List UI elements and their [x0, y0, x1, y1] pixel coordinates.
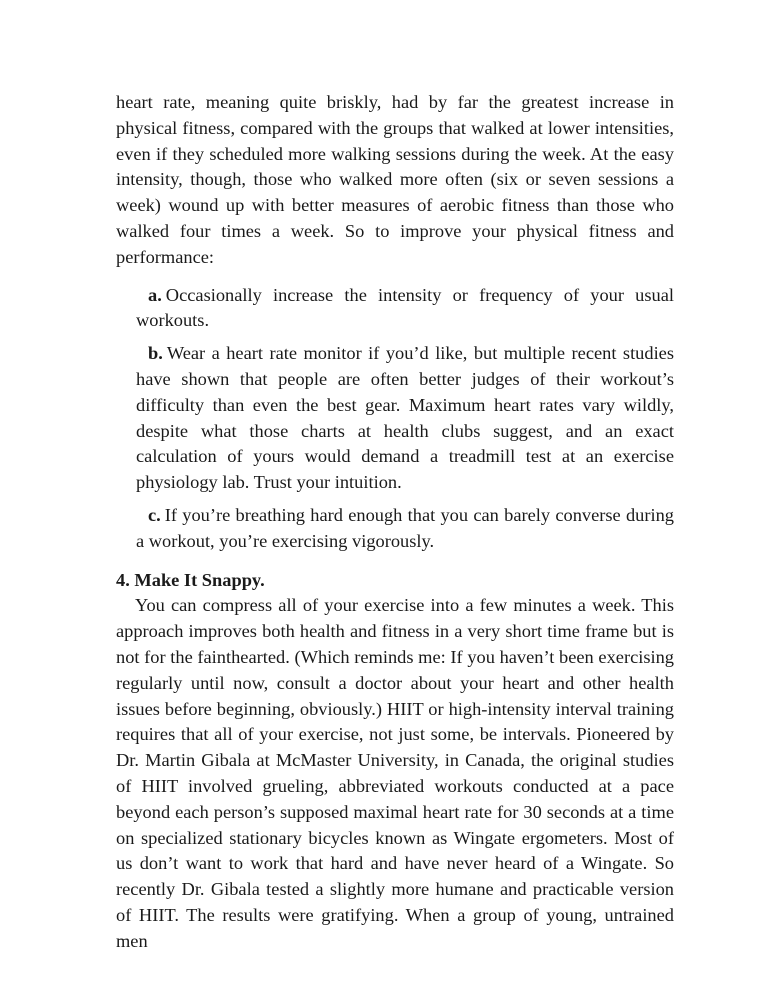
- recommendation-list: [116, 283, 674, 555]
- list-item-b: [136, 341, 674, 496]
- list-item-c: [136, 503, 674, 555]
- list-item-text: Occasionally increase the intensity or frequency of your usual workouts.: [136, 284, 674, 331]
- list-marker: a.: [148, 284, 162, 305]
- list-marker: b.: [148, 343, 163, 364]
- list-item-text: If you’re breathing hard enough that you can barely converse during a workout, you’re exercising vigorously.: [136, 504, 674, 551]
- list-item-a: [136, 283, 674, 335]
- list-item-text: Wear a heart rate monitor if you’d like, but multiple recent studies have shown that people are often better judges of their workout’s difficulty than even the best gear. Maximum heart rates vary wildly, despite what those charts at health clubs suggest, and an exact calculation of yours would demand a treadmill test at an exercise physiology lab. Trust your intuition.: [136, 343, 674, 493]
- list-marker: c.: [148, 504, 161, 525]
- intro-paragraph: heart rate, meaning quite briskly, had by far the greatest increase in physical fitness, compared with the groups that walked at lower intensities, even if they scheduled more walking sessions during the week. At the easy intensity, though, those who walked more often (six or seven sessions a week) wound up with better measures of aerobic fitness than those who walked four times a week. So to improve your physical fitness and performance:: [116, 92, 674, 267]
- document-page: [116, 90, 674, 955]
- section-heading: 4. Make It Snappy.: [116, 569, 265, 590]
- section-paragraph: You can compress all of your exercise into a few minutes a week. This approach improves both health and fitness in a very short time frame but is not for the fainthearted. (Which reminds me: If you haven’t been exercising regularly until now, consult a doctor about your heart and other health issues before beginning, obviously.) HIIT or high-intensity interval training requires that all of your exercise, not just some, be intervals. Pioneered by Dr. Martin Gibala at McMaster University, in Canada, the original studies of HIIT involved grueling, abbreviated workouts conducted at a pace beyond each person’s supposed maximal heart rate for 30 seconds at a time on specialized stationary bicycles known as Wingate ergometers. Most of us don’t want to work that hard and have never heard of a Wingate. So recently Dr. Gibala tested a slightly more humane and practicable version of HIIT. The results were gratifying. When a group of young, untrained men: [116, 595, 674, 951]
